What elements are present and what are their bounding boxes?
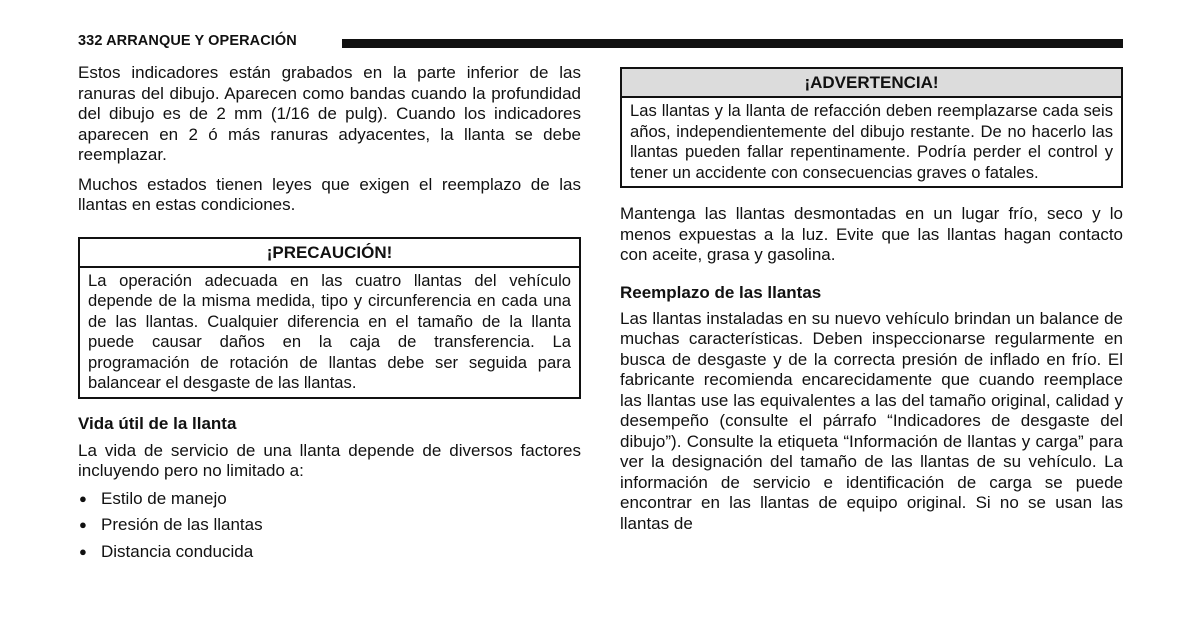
tire-replacement-paragraph: Las llantas instaladas en su nuevo vehículo brindan un balance de muchas características. Deben inspeccionarse regularmente en busca de desgaste y de la correcta presión de inflado en frío. El fabricante recomienda encarecidamente que cuando reemplace las llantas use las equivalentes a las del tamaño original, calidad y desempeño (consulte el párrafo “Indicadores de desgaste del dibujo”). Consulte la etiqueta “Información de llantas y carga” para ver la designación del tamaño de las llantas de su vehículo. La información de servicio e identificación de carga se puede encontrar en las llantas de equipo original. Si no se usan las llantas de	[620, 308, 1123, 533]
list-item-text: Estilo de manejo	[101, 488, 227, 508]
factors-list	[78, 486, 581, 566]
left-column	[78, 63, 581, 565]
bullet-icon: ●	[79, 490, 87, 506]
bullet-icon: ●	[79, 517, 87, 532]
tire-life-heading: Vida útil de la llanta	[78, 413, 237, 433]
warning-title: ¡ADVERTENCIA!	[622, 69, 1121, 98]
page-header	[78, 33, 1123, 53]
caution-box	[78, 237, 581, 399]
caution-text: La operación adecuada en las cuatro llantas del vehículo depende de la misma medida, tipo y circunferencia en cada una de las llantas. Cualquier diferencia en el tamaño de la llanta puede causar daños en la caja de transferencia. La programación de rotación de llantas debe ser seguida para balancear el desgaste de las llantas.	[88, 270, 571, 392]
list-item	[78, 539, 581, 566]
header-rule	[342, 39, 1123, 48]
caution-title: ¡PRECAUCIÓN!	[80, 239, 579, 268]
warning-body	[622, 98, 1121, 186]
page-number-and-section: 332 ARRANQUE Y OPERACIÓN	[78, 33, 297, 49]
tire-life-paragraph: La vida de servicio de una llanta depende de diversos factores incluyendo pero no limitado a:	[78, 440, 581, 480]
list-item	[78, 512, 581, 539]
bullet-icon: ●	[79, 543, 87, 559]
list-item-text: Presión de las llantas	[101, 515, 263, 534]
storage-paragraph: Mantenga las llantas desmontadas en un lugar frío, seco y lo menos expuestas a la luz. Evite que las llantas hagan contacto con aceite, grasa y gasolina.	[620, 204, 1123, 264]
caution-body	[80, 268, 579, 397]
list-item-text: Distancia conducida	[101, 541, 254, 561]
list-item	[78, 486, 581, 513]
warning-text: Las llantas y la llanta de refacción deben reemplazarse cada seis años, independientemente del dibujo restante. De no hacerlo las llantas pueden fallar repentinamente. Podría perder el control y tener un accidente con consecuencias graves o fatales.	[630, 101, 1113, 182]
tread-indicators-paragraph: Estos indicadores están grabados en la parte inferior de las ranuras del dibujo. Aparecen como bandas cuando la profundidad del dibujo es de 2 mm (1/16 de pulg). Cuando los indicadores aparecen en 2 ó más ranuras adyacentes, la llanta se debe reemplazar.	[78, 63, 581, 164]
right-column	[620, 67, 1123, 534]
tire-replacement-heading: Reemplazo de las llantas	[620, 282, 822, 302]
warning-box	[620, 67, 1123, 188]
state-laws-paragraph: Muchos estados tienen leyes que exigen el reemplazo de las llantas en estas condiciones.	[78, 174, 581, 214]
